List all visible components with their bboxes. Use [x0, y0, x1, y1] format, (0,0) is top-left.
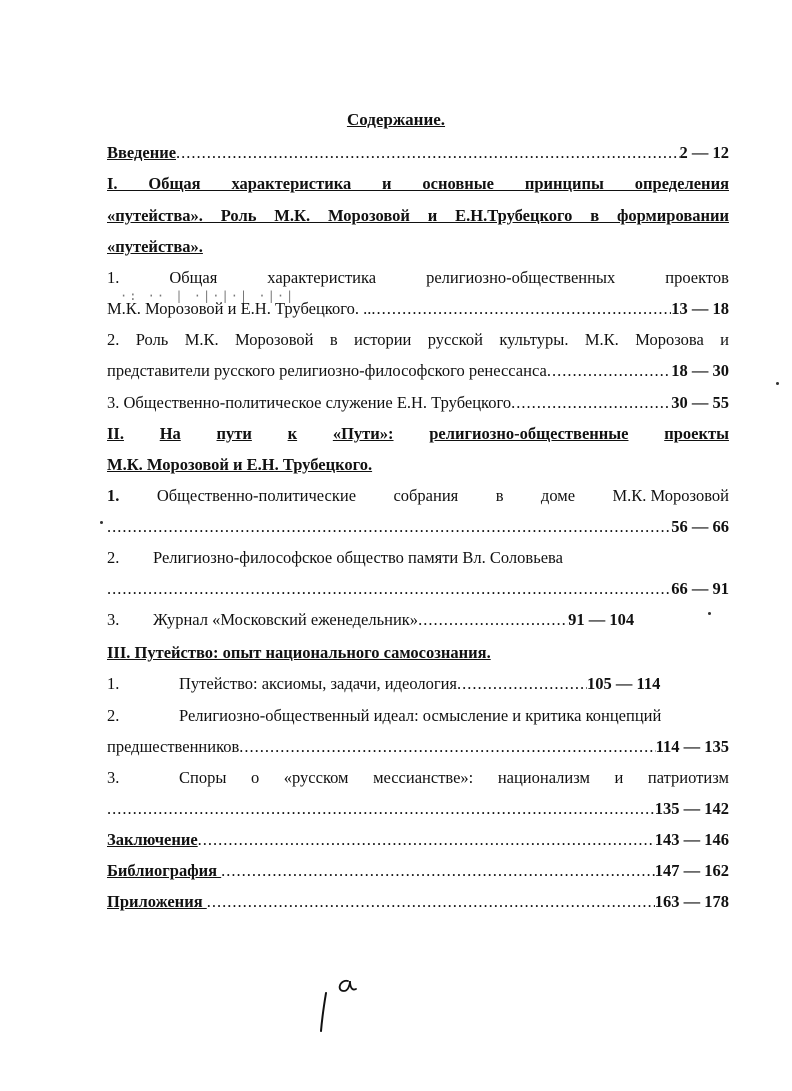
word: религиозно-общественных: [426, 268, 616, 287]
dot-leader: [176, 142, 679, 164]
ch2-section-2-pages: 66 — 91: [671, 579, 729, 598]
ch3-section-1-text: Путейство: аксиомы, задачи, идеология: [179, 674, 458, 693]
section-number: 3.: [107, 610, 120, 629]
dot-leader: [547, 360, 671, 382]
section-number: 1.: [107, 674, 120, 693]
ch3-heading: III. Путейство: опыт национального самосознания.: [107, 643, 491, 662]
ch3-section-2-line-2: [107, 736, 729, 758]
word: «русском: [283, 768, 349, 787]
ch1-heading-text-1: I. Общая характеристика и основные принципы определения: [107, 174, 729, 193]
toc-intro-label: Введение: [107, 143, 177, 162]
ch3-section-3-line-1: [107, 767, 729, 789]
ch2-heading-line-1: [107, 423, 729, 445]
word: национализм: [497, 768, 590, 787]
ch2-section-2-line-2: [107, 578, 729, 600]
ch3-section-1-text-wrap: [107, 673, 457, 695]
ch1-heading-line-1: [107, 173, 729, 195]
ch2-heading-line-2: М.К. Морозовой и Е.Н. Трубецкого.: [107, 455, 373, 474]
dot-leader: [371, 298, 671, 320]
ch1-heading-line-3: «путейства».: [107, 237, 203, 256]
toc-bibliography-label: Библиография: [107, 861, 222, 880]
toc-entry-appendix: [107, 891, 729, 913]
ch1-section-1-text: М.К. Морозовой и Е.Н. Трубецкого. ..: [107, 299, 372, 318]
ch3-section-3-line-2: [107, 798, 729, 820]
word: религиозно-общественные: [429, 424, 629, 443]
ch1-section-3-pages: 30 — 55: [671, 393, 729, 412]
ch1-section-2-pages: 18 — 30: [671, 361, 729, 380]
word: в: [495, 486, 504, 505]
ch3-section-2-line-1: [107, 705, 729, 727]
ch2-section-2-line-1: [107, 547, 729, 569]
ch3-section-2-text-1: Религиозно-общественный идеал: осмысление и критика концепций: [179, 706, 662, 725]
word: На: [159, 424, 181, 443]
ch1-heading-line-2: [107, 205, 729, 227]
dot-leader: [107, 798, 655, 820]
ch1-section-2-text-1: 2. Роль М.К. Морозовой в истории русской культуры. М.К. Морозова и: [107, 330, 729, 349]
word: собрания: [393, 486, 459, 505]
scan-speck: [708, 612, 711, 615]
dot-leader: [107, 516, 671, 538]
word: 1.: [107, 268, 120, 287]
word: мессианстве»:: [373, 768, 474, 787]
ch3-section-2-text-2: предшественников: [107, 737, 240, 756]
toc-bibliography-pages: 147 — 162: [654, 861, 729, 880]
toc-entry-bibliography: [107, 860, 729, 882]
word: о: [250, 768, 260, 787]
word: характеристика: [267, 268, 377, 287]
scan-speck: [776, 382, 779, 385]
section-number: 3.: [107, 768, 120, 787]
dot-leader: [457, 673, 587, 695]
word: «Пути»:: [332, 424, 394, 443]
ch3-section-1-pages: 105 — 114: [587, 674, 661, 693]
dot-leader: [239, 736, 655, 758]
word: Споры: [179, 768, 227, 787]
ch2-section-1-line-1: [107, 485, 729, 507]
ch3-section-3-words: [179, 767, 729, 789]
word: проектов: [665, 268, 729, 287]
ch1-section-2-line-1: [107, 329, 729, 351]
dot-leader: [418, 609, 568, 631]
ch1-section-3-text: 3. Общественно-политическое служение Е.Н. Трубецкого: [107, 393, 512, 412]
ch1-section-2-text-2: представители русского религиозно-философского ренессанса: [107, 361, 547, 380]
word: II.: [107, 424, 124, 443]
ch2-section-1-line-2: [107, 516, 729, 538]
ch3-section-3-pages: 135 — 142: [654, 799, 729, 818]
word: проекты: [664, 424, 729, 443]
dot-leader: [198, 829, 655, 851]
word: патриотизм: [647, 768, 729, 787]
ch1-section-2-line-2: [107, 360, 729, 382]
ch2-section-3: [107, 609, 729, 631]
toc-entry-conclusion: [107, 829, 729, 851]
faint-stamp-mark: ·: ·· | ·|·|·| ·|·|: [120, 289, 296, 303]
ch1-section-1-pages: 13 — 18: [671, 299, 729, 318]
ch3-section-2-pages: 114 — 135: [655, 737, 729, 756]
ch1-section-3: [107, 392, 729, 414]
ch1-section-1-line-1: [107, 267, 729, 289]
scan-speck: [100, 521, 103, 524]
ch2-section-3-text: Журнал «Московский еженедельник»: [153, 610, 419, 629]
toc-appendix-label: Приложения: [107, 892, 207, 911]
ch2-section-2-text: Религиозно-философское общество памяти Вл. Соловьева: [153, 548, 563, 567]
ch3-section-1: [107, 673, 729, 695]
page-title: Содержание.: [346, 110, 446, 129]
dot-leader: [107, 578, 671, 600]
toc-intro-pages: 2 — 12: [679, 143, 729, 162]
word: М.К. Морозовой: [612, 486, 729, 505]
word: доме: [540, 486, 576, 505]
dot-leader: [207, 891, 655, 913]
ch1-heading-text-2: «путейства». Роль М.К. Морозовой и Е.Н.Трубецкого в формировании: [107, 206, 729, 225]
toc-entry-intro: [107, 142, 729, 164]
toc-conclusion-label: Заключение: [107, 830, 198, 849]
dot-leader: [511, 392, 671, 414]
dot-leader: [221, 860, 655, 882]
section-number: 2.: [107, 706, 120, 725]
ch2-section-3-text-wrap: [107, 609, 418, 631]
word: пути: [216, 424, 252, 443]
section-number: 1.: [107, 486, 120, 505]
word: и: [614, 768, 624, 787]
word: к: [287, 424, 298, 443]
section-number: 2.: [107, 548, 120, 567]
handwritten-page-mark: [314, 975, 362, 1035]
ch2-section-1-pages: 56 — 66: [671, 517, 729, 536]
word: Общественно-политические: [156, 486, 357, 505]
ch2-section-3-pages: 91 — 104: [568, 610, 635, 629]
toc-appendix-pages: 163 — 178: [654, 892, 729, 911]
word: Общая: [169, 268, 218, 287]
toc-conclusion-pages: 143 — 146: [654, 830, 729, 849]
